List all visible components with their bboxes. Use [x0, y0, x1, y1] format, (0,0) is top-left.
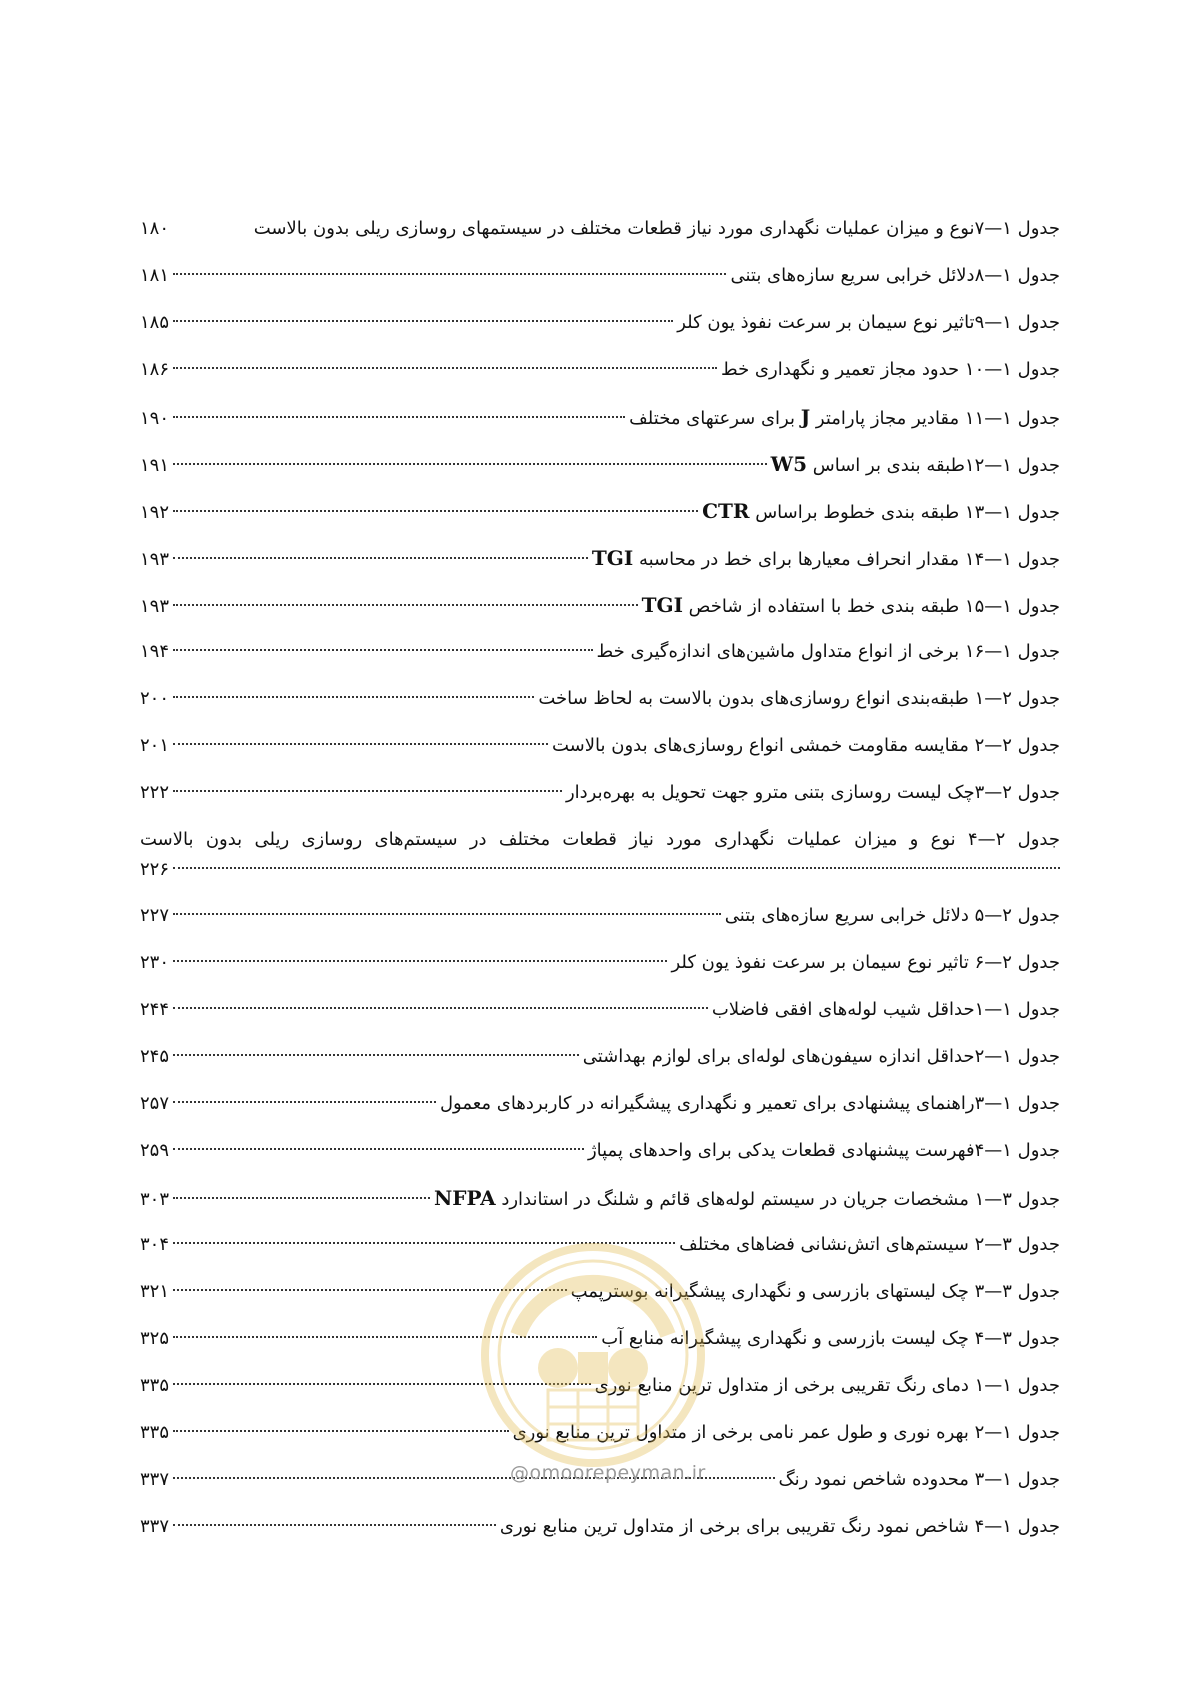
- entry-latin-term: NFPA: [434, 1186, 496, 1210]
- page-number: ۲۲۲: [140, 782, 170, 803]
- dot-leader: [173, 416, 625, 418]
- entry-latin-term: TGI: [641, 593, 683, 617]
- entry-title: جدول ۱—۱۲طبقه بندی بر اساس W5: [770, 452, 1060, 476]
- entry-title: جدول ۲—۵ دلائل خرابی سریع سازه‌های بتنی: [724, 905, 1060, 926]
- page-number: ۳۳۵: [140, 1422, 170, 1443]
- toc-entry[interactable]: [140, 1183, 1060, 1230]
- entry-title: جدول ۲—۶ تاثیر نوع سیمان بر سرعت نفوذ یون کلر: [671, 952, 1060, 973]
- toc-entry[interactable]: [140, 825, 1060, 901]
- dot-leader: [173, 1101, 436, 1103]
- dot-leader: [173, 867, 1060, 869]
- page-number: ۱۸۱: [140, 265, 170, 286]
- page-number: ۲۴۴: [140, 999, 170, 1020]
- page-number: ۲۰۱: [140, 735, 170, 756]
- dot-leader: [173, 1430, 509, 1432]
- dot-leader: [173, 367, 717, 369]
- toc-entry[interactable]: [140, 1089, 1060, 1136]
- page-number: ۱۹۳: [140, 596, 170, 617]
- toc-entry[interactable]: [140, 1136, 1060, 1183]
- entry-title: جدول ۳—۴ چک لیست بازرسی و نگهداری پیشگیرانه منابع آب: [601, 1328, 1060, 1349]
- toc-entry[interactable]: [140, 731, 1060, 778]
- dot-leader: [173, 1007, 708, 1009]
- dot-leader: [173, 1054, 579, 1056]
- entry-title: جدول ۱—۱۴ مقدار انحراف معیارها برای خط در محاسبه TGI: [591, 546, 1060, 570]
- entry-title: جدول ۲—۲ مقایسه مقاومت خمشی انواع روسازی‌های بدون بالاست: [552, 735, 1060, 756]
- entry-title: جدول ۱—۲ بهره نوری و طول عمر نامی برخی از متداول ترین منابع نوری: [512, 1422, 1060, 1443]
- entry-title: جدول ۱—۹تاثیر نوع سیمان بر سرعت نفوذ یون کلر: [677, 312, 1060, 333]
- toc-entry[interactable]: [140, 496, 1060, 543]
- entry-title: جدول ۳—۲ سیستم‌های اتش‌نشانی فضاهای مختلف: [679, 1234, 1060, 1255]
- dot-leader: [173, 790, 562, 792]
- page-number: ۳۰۳: [140, 1189, 170, 1210]
- dot-leader: [173, 510, 698, 512]
- page-number: ۱۹۴: [140, 641, 170, 662]
- toc-entry[interactable]: [140, 948, 1060, 995]
- entry-title: جدول ۲—۳چک لیست روسازی بتنی مترو جهت تحویل به بهره‌بردار: [565, 782, 1060, 803]
- toc-entry[interactable]: [140, 543, 1060, 590]
- entry-title: جدول ۳—۳ چک لیستهای بازرسی و نگهداری پیشگیرانه بوسترپمپ: [570, 1281, 1060, 1302]
- watermark-logo: [478, 1240, 708, 1470]
- entry-title: جدول ۱—۴ شاخص نمود رنگ تقریبی برای برخی از متداول ترین منابع نوری: [499, 1516, 1060, 1537]
- toc-entry[interactable]: [140, 449, 1060, 496]
- entry-title: جدول ۱—۱۳ طبقه بندی خطوط براساس CTR: [702, 499, 1060, 523]
- entry-title: جدول ۱—۱۱ مقادیر مجاز پارامتر J برای سرعتهای مختلف: [629, 405, 1060, 429]
- toc-entry[interactable]: [140, 637, 1060, 684]
- toc-entry[interactable]: [140, 995, 1060, 1042]
- page-number: ۱۹۲: [140, 502, 170, 523]
- dot-leader: [173, 1148, 584, 1150]
- toc-entry[interactable]: [140, 590, 1060, 637]
- dot-leader: [173, 320, 673, 322]
- page-number: ۱۹۰: [140, 408, 170, 429]
- entry-title: جدول ۱—۱۵ طبقه بندی خط با استفاده از شاخص TGI: [641, 593, 1060, 617]
- toc-entry[interactable]: [140, 214, 1060, 261]
- entry-title: جدول ۱—۱۶ برخی از انواع متداول ماشین‌های اندازه‌گیری خط: [596, 641, 1060, 662]
- watermark-url: @omoorepeyman.ir: [510, 1462, 706, 1484]
- toc-entry[interactable]: [140, 901, 1060, 948]
- page-number: ۳۳۷: [140, 1516, 170, 1537]
- entry-title: جدول ۳—۱ مشخصات جریان در سیستم لوله‌های قائم و شلنگ در استاندارد NFPA: [434, 1186, 1060, 1210]
- page-number: ۱۸۶: [140, 359, 170, 380]
- entry-title: جدول ۱—۴فهرست پیشنهادی قطعات یدکی برای واحدهای پمپاژ: [587, 1140, 1060, 1161]
- entry-title: جدول ۱—۱ دمای رنگ تقریبی برخی از متداول ترین منابع نوری: [594, 1375, 1060, 1396]
- page-number: ۳۳۵: [140, 1375, 170, 1396]
- toc-entry[interactable]: [140, 355, 1060, 402]
- dot-leader: [173, 557, 588, 559]
- page-number: ۳۲۱: [140, 1281, 170, 1302]
- page-number: ۳۲۵: [140, 1328, 170, 1349]
- toc-entry[interactable]: [140, 778, 1060, 825]
- entry-latin-term: TGI: [591, 546, 634, 570]
- entry-title: جدول ۱—۱۰ حدود مجاز تعمیر و نگهداری خط: [721, 359, 1060, 380]
- toc-entry[interactable]: [140, 308, 1060, 355]
- dot-leader: [173, 1524, 496, 1526]
- page-number: ۱۸۵: [140, 312, 170, 333]
- toc-entry[interactable]: [140, 1042, 1060, 1089]
- dot-leader: [173, 960, 667, 962]
- dot-leader: [173, 604, 638, 606]
- dot-leader: [173, 463, 767, 465]
- toc-entry[interactable]: [140, 402, 1060, 449]
- entry-latin-term: J: [800, 405, 811, 429]
- entry-title: جدول ۱—۱حداقل شیب لوله‌های افقی فاضلاب: [711, 999, 1060, 1020]
- page-number: ۳۰۴: [140, 1234, 170, 1255]
- entry-title: جدول ۱—۳ محدوده شاخص نمود رنگ: [778, 1469, 1060, 1490]
- page-number: ۲۵۹: [140, 1140, 170, 1161]
- entry-latin-term: CTR: [702, 499, 750, 523]
- entry-title: جدول ۱—۷نوع و میزان عملیات نگهداری مورد نیاز قطعات مختلف در سیستمهای روسازی ریلی بدون بالاست: [253, 218, 1060, 239]
- entry-title: جدول ۲—۴ نوع و میزان عملیات نگهداری مورد نیاز قطعات مختلف در سیستم‌های روسازی ریلی بدون بالاست: [140, 829, 1060, 850]
- page-number: ۲۰۰: [140, 688, 170, 709]
- page-number: ۲۳۰: [140, 952, 170, 973]
- page-number: ۲۲۷: [140, 905, 170, 926]
- dot-leader: [173, 913, 721, 915]
- page-number: ۳۳۷: [140, 1469, 170, 1490]
- entry-title: جدول ۱—۲حداقل اندازه سیفون‌های لوله‌ای برای لوازم بهداشتی: [582, 1046, 1060, 1067]
- page-number: ۲۵۷: [140, 1093, 170, 1114]
- page-number: ۱۹۱: [140, 455, 170, 476]
- entry-title: جدول ۲—۱ طبقه‌بندی انواع روسازی‌های بدون بالاست به لحاظ ساخت: [538, 688, 1060, 709]
- toc-entry[interactable]: [140, 1512, 1060, 1559]
- page-number: ۱۹۳: [140, 549, 170, 570]
- dot-leader: [173, 743, 548, 745]
- dot-leader: [173, 273, 726, 275]
- page-number: ۲۲۶: [140, 859, 170, 880]
- page-number: ۲۴۵: [140, 1046, 170, 1067]
- dot-leader: [173, 649, 593, 651]
- entry-title: جدول ۱—۳راهنمای پیشنهادی برای تعمیر و نگهداری پیشگیرانه در کاربردهای معمول: [439, 1093, 1060, 1114]
- toc-entry[interactable]: [140, 261, 1060, 308]
- page-number: ۱۸۰: [140, 218, 170, 239]
- dot-leader: [173, 696, 534, 698]
- entry-title: جدول ۱—۸دلائل خرابی سریع سازه‌های بتنی: [730, 265, 1060, 286]
- entry-latin-term: W5: [770, 452, 808, 476]
- dot-leader: [173, 1197, 430, 1199]
- toc-entry[interactable]: [140, 684, 1060, 731]
